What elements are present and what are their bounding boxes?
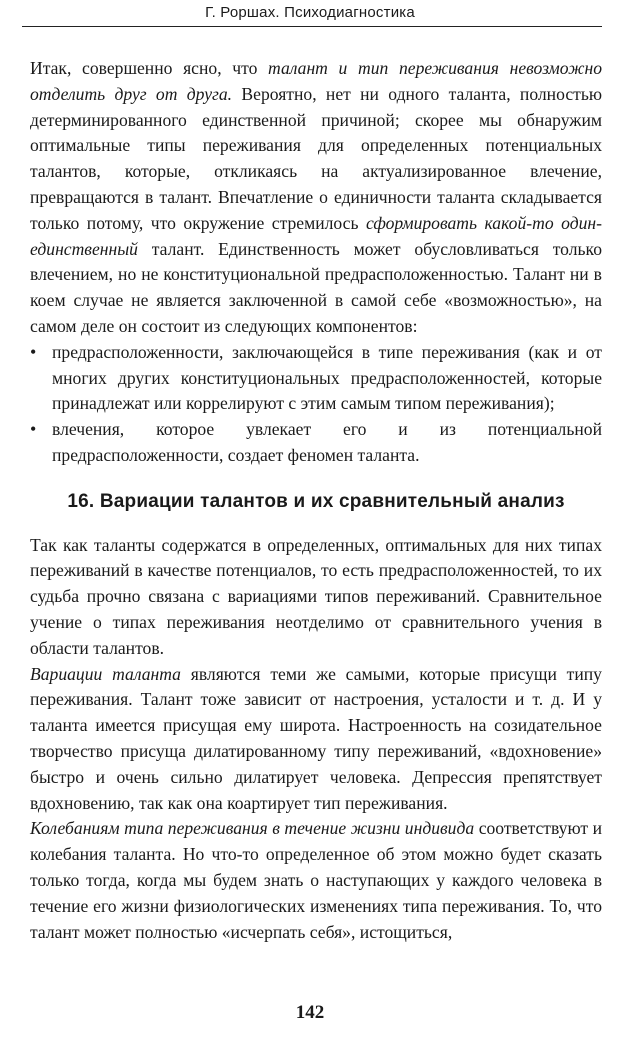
p4-italic-1: Колебаниям типа переживания в течение жизни индивида (30, 818, 475, 839)
p1-text-3: талант. Единственность может обусловливаться только влечением, но не конституциональной предрасположенностью. Талант ни в коем случае не является заключенной в самой себе «возможностью», на самом деле он состоит из следующих компонентов: (30, 238, 602, 336)
paragraph-3 (30, 662, 602, 817)
p1-italic-2: сформировать какой-то один-единственный (30, 212, 602, 259)
page-body (30, 56, 602, 945)
paragraph-2: Так как таланты содержатся в определенных, оптимальных для них типах переживаний в качестве потенциалов, то есть предрасположенностей, то их судьба прочно связана с вариациями типов переживаний. Сравнительное учение о типах переживания неотделимо от сравнительного учения в области талантов. (30, 534, 602, 658)
section-heading: 16. Вариации талантов и их сравнительный анализ (67, 490, 565, 512)
paragraph-1 (30, 56, 602, 340)
header-rule (22, 26, 602, 27)
running-header: Г. Роршах. Психодиагностика (205, 4, 415, 21)
list-item: • влечения, которое увлекает его и из потенциальной предрасположенности, создает феномен таланта. (30, 417, 602, 469)
p1-italic-1: талант и тип переживания невозможно отделить друг от друга. (30, 58, 602, 104)
page-number: 142 (295, 1002, 325, 1023)
paragraph-4 (30, 816, 602, 945)
p3-text-1: являются теми же самыми, которые присущи типу переживания. Талант тоже зависит от настроения, усталости и т. д. И у таланта имеется присущая ему широта. Настроенность на созидательное творчество присуща дилатированному типу переживаний, «вдохновение» быстро и очень сильно дилатирует человека. Депрессия препятствует вдохновению, так как она коартирует тип переживания. (30, 663, 602, 813)
p1-text-2: Вероятно, нет ни одного таланта, полностью детерминированного единственной причиной; скорее мы обнаружим оптимальные типы переживания для определенных потенциальных талантов, которые, откликаясь на актуализированное влечение, превращаются в талант. Впечатление о единичности таланта складывается только потому, что окружение стремилось (30, 83, 602, 233)
p4-text-1: соответствуют и колебания таланта. Но что-то определенное об этом можно будет сказать только тогда, когда мы будем знать о наступающих у каждого человека в течение его жизни физиологических изменениях типа переживания. То, что талант может полностью «исчерпать себя», истощиться, (30, 818, 603, 942)
component-list (30, 340, 602, 469)
list-item: • предрасположенности, заключающейся в типе переживания (как и от многих других конституциональных предрасположенностей, которые принадлежат или коррелируют с этим самым типом переживания); (30, 340, 602, 417)
p1-text-1: Итак, совершенно ясно, что (30, 58, 269, 78)
p3-italic-1: Вариации таланта (30, 663, 181, 684)
